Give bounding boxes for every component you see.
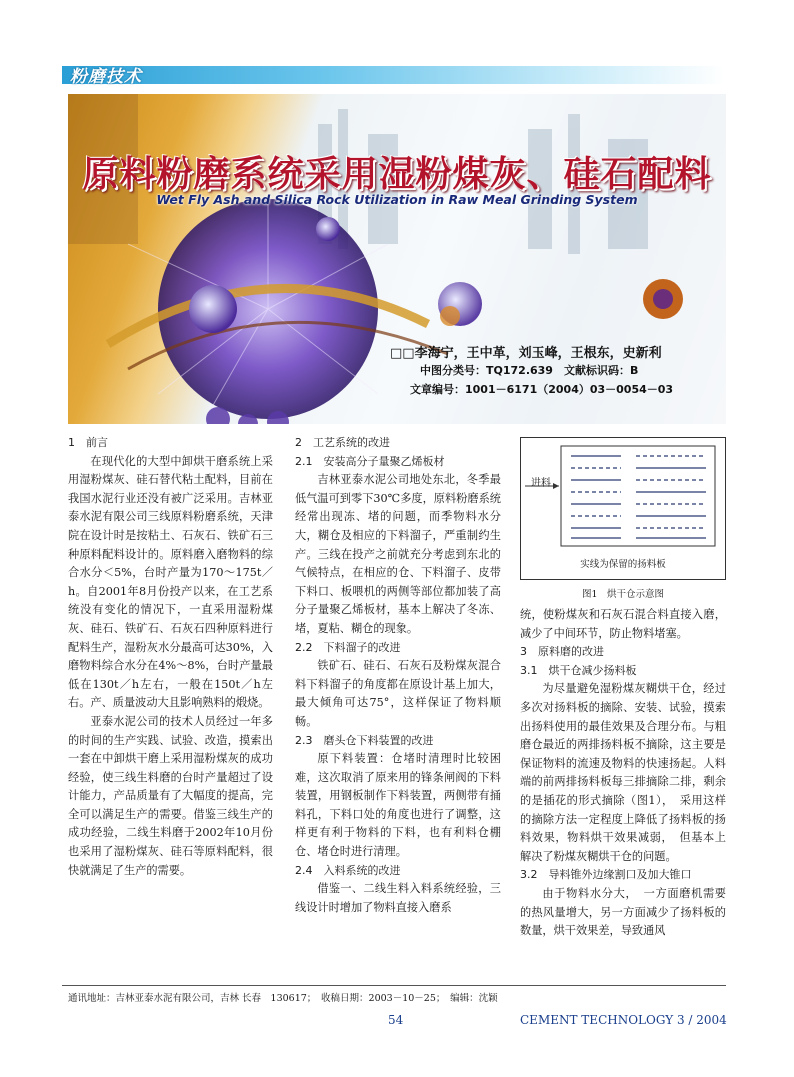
section-label: 粉磨技术 bbox=[70, 67, 142, 87]
section-heading-1: 1 前言 bbox=[68, 436, 108, 449]
paragraph: 在现代化的大型中卸烘干磨系统上采用湿粉煤灰、硅石替代粘土配料，目前在我国水泥行业还没有被广泛采用。吉林亚泰水泥有限公司三线原料粉磨系统，天津院在设计时是按粘土、石灰石、铁矿石三种原料配料设计的。原料磨入磨物料的综合水分＜5%，台时产量为170～175t／h。自2001年8月份投产以来，在工艺系统没有变化的情况下，一直采用湿粉煤灰、硅石、铁矿石、石灰石四种原料进行配料生产，湿粉灰水分最高可达30%，入磨物料综合水分在4%～8%，台时产量最低在130t／h左右，一般在150t／h左右。产、质量波动大且影响熟料的煅烧。 bbox=[68, 454, 273, 710]
paragraph: 统，使粉煤灰和石灰石混合料直接入磨，减少了中间环节，防止物料堵塞。 bbox=[520, 608, 726, 640]
subsection-heading-2-2: 2.2 下料溜子的改进 bbox=[295, 640, 401, 654]
section-heading-2: 2 工艺系统的改进 bbox=[295, 436, 390, 449]
page-number: 54 bbox=[388, 1013, 404, 1027]
subsection-heading-2-4: 2.4 入料系统的改进 bbox=[295, 863, 401, 877]
article-number: 文章编号：1001－6171（2004）03－0054－03 bbox=[410, 383, 674, 396]
column-1 bbox=[68, 434, 273, 880]
figure-inlet-label: 进料 bbox=[531, 478, 551, 489]
title-banner bbox=[68, 94, 726, 424]
footer-note: 通讯地址：吉林亚泰水泥有限公司，吉林 长春 130617； 收稿日期：2003－10－25； 编辑：沈颖 bbox=[68, 993, 498, 1004]
classification-number: 中图分类号：TQ172.639 文献标识码：B bbox=[420, 364, 639, 377]
journal-name: CEMENT TECHNOLOGY 3 / 2004 bbox=[520, 1013, 727, 1027]
paragraph: 亚泰水泥公司的技术人员经过一年多的时间的生产实践、试验、改造，摸索出一套在中卸烘干磨上采用湿粉煤灰的成功经验，使三线生料磨的台时产量超过了设计能力，产品质量有了大幅度的提高，完全可以满足生产的需要。借鉴三线生产的成功经验，二线生料磨于2002年10月份也采用了湿粉煤灰、硅石等原料配料，很快就满足了生产的需要。 bbox=[68, 714, 273, 877]
subsection-heading-3-1: 3.1 烘干仓减少扬料板 bbox=[520, 663, 637, 677]
section-heading-3: 3 原料磨的改进 bbox=[520, 645, 604, 659]
paragraph: 由于物料水分大， 一方面磨机需要的热风量增大，另一方面减少了扬料板的数量，烘干效果差，导致通风 bbox=[520, 886, 726, 938]
figure-note: 实线为保留的扬料板 bbox=[580, 559, 666, 570]
figure-caption: 图1 烘干仓示意图 bbox=[581, 589, 665, 600]
subsection-heading-2-3: 2.3 磨头仓下料装置的改进 bbox=[295, 733, 434, 747]
paragraph: 原下料装置：仓堵时清理时比较困难，这次取消了原来用的锋条闸阀的下料装置，用钢板制作下料装置，两侧带有捅料孔，下料口处的角度也进行了调整，这样更有利于物料的下料，也有利料仓棚仓、堵仓时进行清理。 bbox=[295, 752, 501, 859]
figure-1-diagram bbox=[520, 437, 726, 580]
column-3 bbox=[520, 606, 726, 941]
subsection-heading-2-1: 2.1 安装高分子量聚乙烯板材 bbox=[295, 454, 445, 468]
authors: □□李海宁，王中革，刘玉峰，王根东，史新利 bbox=[390, 346, 662, 361]
paragraph: 为尽量避免湿粉煤灰糊烘干仓，经过多次对扬料板的摘除、安装、试验，摸索出扬料使用的最佳效果及合理分布。与粗磨仓最近的两排扬料板不摘除，这主要是保证物料的流速及物料的快速扬起。人料端的前两排扬料板每三排摘除二排，剩余的是插花的形式摘除（图1）， 采用这样的摘除方法一定程度上降低了扬料板的扬料效果，物料烘干效果减弱， 但基本上解决了粉煤灰糊烘干仓的问题。 bbox=[520, 682, 726, 863]
article-title-en: Wet Fly Ash and Silica Rock Utilization in Raw Meal Grinding System bbox=[156, 192, 638, 207]
column-2 bbox=[295, 434, 501, 917]
subsection-heading-3-2: 3.2 导料锥外边缘割口及加大锥口 bbox=[520, 868, 692, 882]
paragraph: 铁矿石、硅石、石灰石及粉煤灰混合料下料溜子的角度都在原设计基上加大，最大倾角可达75°，这样保证了物料顺畅。 bbox=[295, 659, 501, 728]
paragraph: 吉林亚泰水泥公司地处东北，冬季最低气温可到零下30℃多度，原料粉磨系统经常出现冻、堵的问题，而季物料水分大，糊仓及相应的下料溜子，严重制约生产。三线在投产之前就充分考虑到东北的气候特点，在相应的仓、下料溜子、皮带下料口、板喂机的两侧等部位都加装了高分子量聚乙烯板材，基本上解决了冬冻、堵，夏粘、糊仓的现象。 bbox=[295, 473, 501, 635]
footer-divider bbox=[62, 985, 726, 986]
article-title-cn: 原料粉磨系统采用湿粉煤灰、硅石配料 bbox=[82, 154, 712, 195]
paragraph: 借鉴一、二线生料入料系统经验，三线设计时增加了物料直接入磨系 bbox=[295, 882, 501, 914]
header-band bbox=[62, 66, 725, 84]
